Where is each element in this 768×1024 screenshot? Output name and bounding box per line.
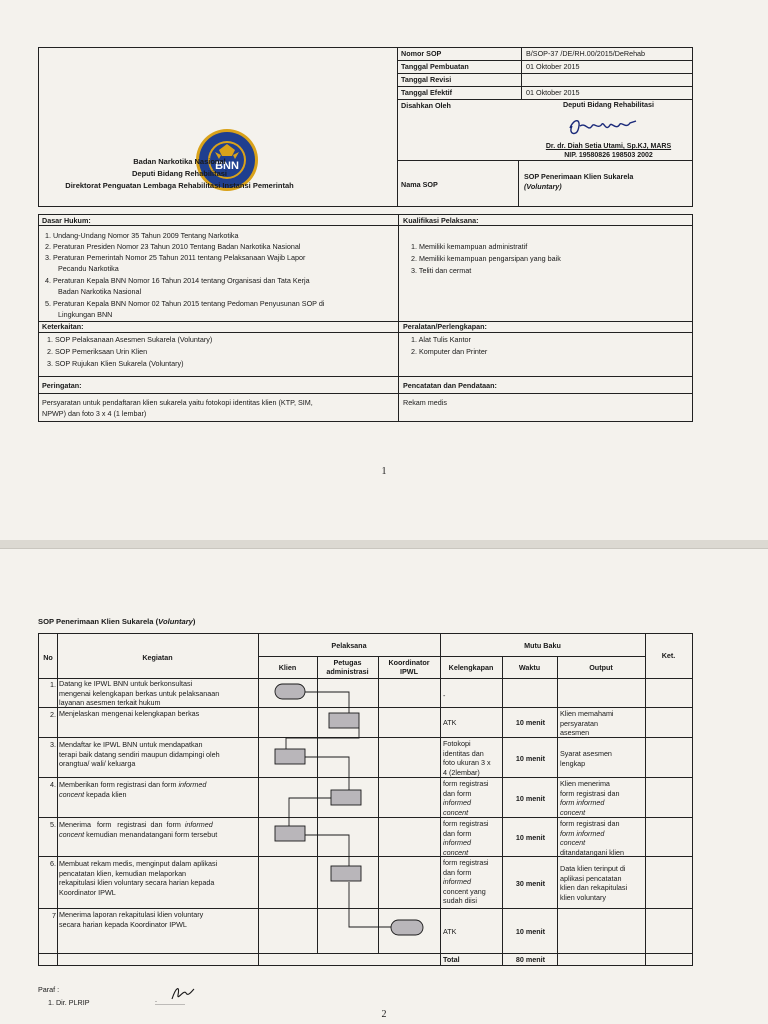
- flow-start-terminator: [275, 684, 305, 699]
- waktu-cell: 30 menit: [515, 879, 546, 888]
- peringatan-heading: Peringatan:: [42, 381, 82, 390]
- org-name: Badan Narkotika Nasional: [133, 157, 226, 166]
- output-cell: Klien memahami persyaratan asesmen: [560, 709, 614, 738]
- kelengkapan-cell: form registrasi dan form informed concent: [443, 779, 489, 817]
- flow-process-step: [329, 713, 359, 728]
- kelengkapan-cell: Fotokopi identitas dan foto ukuran 3 x 4 (2lembar): [443, 739, 491, 777]
- output-cell: form registrasi dan form informed concent ditandatangani klien: [560, 819, 624, 857]
- kegiatan-cell: Menerima form registrasi dan form informed concent kemudian menandatangani form tersebut: [59, 820, 218, 839]
- col-ket: Ket.: [661, 651, 676, 660]
- keterkaitan-item: 1. SOP Pelaksanaan Asesmen Sukarela (Voluntary): [47, 335, 213, 344]
- dasar-hukum-item: 1. Undang-Undang Nomor 35 Tahun 2009 Tentang Narkotika: [45, 231, 239, 240]
- waktu-cell: 10 menit: [515, 794, 546, 803]
- peralatan-heading: Peralatan/Perlengkapan:: [403, 322, 487, 331]
- peringatan-text: Persyaratan untuk pendaftaran klien sukarela yaitu fotokopi identitas klien (KTP, SIM,: [42, 398, 313, 407]
- kegiatan-cell: Membuat rekam medis, menginput dalam aplikasi pencatatan klien, kemudian melaporkan rekapitulasi klien voluntary secara harian kepada Koordinator IPWL: [59, 859, 218, 897]
- pencatatan-text: Rekam medis: [403, 398, 447, 407]
- page-2-title: SOP Penerimaan Klien Sukarela (Voluntary): [38, 617, 196, 626]
- row-number: 7: [52, 911, 56, 920]
- flow-process-step: [275, 749, 305, 764]
- row-number: 5.: [50, 820, 56, 829]
- total-value: 80 menit: [515, 955, 546, 964]
- row-number: 3.: [50, 740, 56, 749]
- sop-info-grid: [38, 214, 693, 422]
- paraf-item: 1. Dir. PLRIP: [48, 998, 90, 1007]
- keterkaitan-item: 3. SOP Rujukan Klien Sukarela (Voluntary): [47, 359, 184, 368]
- kelengkapan-cell: form registrasi dan form informed concent: [443, 819, 489, 857]
- signature-image: [564, 114, 654, 138]
- nama-sop-value: SOP Penerimaan Klien Sukarela (Voluntary): [524, 172, 634, 191]
- peringatan-text: NPWP) dan foto 3 x 4 (1 lembar): [42, 409, 147, 418]
- dasar-hukum-item: 2. Peraturan Presiden Nomor 23 Tahun 2010 Tentang Badan Narkotika Nasional: [45, 242, 301, 251]
- page-number: 2: [381, 1009, 387, 1020]
- kualifikasi-item: 1. Memiliki kemampuan administratif: [411, 242, 528, 251]
- org-directorate: Direktorat Penguatan Lembaga Rehabilitasi Instansi Pemerintah: [65, 181, 294, 190]
- flow-process-step: [331, 790, 361, 805]
- row-number: 2.: [50, 710, 56, 719]
- svg-text:BNN: BNN: [215, 160, 239, 172]
- row-number: 1.: [50, 680, 56, 689]
- paraf-signature-image: [168, 983, 198, 1003]
- output-cell: Klien menerima form registrasi dan form informed concent: [560, 779, 620, 817]
- kualifikasi-item: 3. Teliti dan cermat: [411, 266, 472, 275]
- output-cell: Data klien terinput di aplikasi pencatatan klien dan rekapitulasi klien voluntary: [560, 864, 628, 902]
- flow-connector: [286, 728, 359, 749]
- col-kelengkapan: Kelengkapan: [448, 663, 494, 672]
- flowchart: [39, 634, 692, 965]
- approver-nip: NIP. 19580826 198503 2002: [564, 152, 653, 159]
- kegiatan-cell: Memberikan form registrasi dan form informed concent kepada klien: [59, 780, 207, 799]
- col-pelaksana: Pelaksana: [331, 641, 367, 650]
- kelengkapan-cell: -: [443, 691, 446, 700]
- col-klien: Klien: [278, 663, 297, 672]
- page-number: 1: [381, 466, 387, 477]
- kegiatan-cell: Mendaftar ke IPWL BNN untuk mendapatkan terapi baik datang sendiri maupun didampingi oleh orangtua/ wali/ keluarga: [59, 740, 220, 769]
- flow-connector: [349, 882, 391, 927]
- row-number: 6.: [50, 859, 56, 868]
- dasar-hukum-item: Pecandu Narkotika: [58, 264, 119, 273]
- flow-process-step: [275, 826, 305, 841]
- sop-procedure-table: [38, 633, 693, 966]
- dasar-hukum-item: Lingkungan BNN: [58, 310, 113, 319]
- col-waktu: Waktu: [518, 663, 541, 672]
- disahkan-oleh-row: Disahkan Oleh: [398, 100, 692, 161]
- approver-name: Dr. dr. Diah Setia Utami, Sp.KJ, MARS: [545, 143, 672, 150]
- dasar-hukum-heading: Dasar Hukum:: [42, 216, 91, 225]
- col-output: Output: [589, 663, 613, 672]
- col-kegiatan: Kegiatan: [142, 653, 173, 662]
- dasar-hukum-item: 5. Peraturan Kepala BNN Nomor 02 Tahun 2015 tentang Pedoman Penyusunan SOP di: [45, 299, 325, 308]
- tanggal-revisi-row: Tanggal Revisi: [398, 74, 692, 87]
- approver-title: Deputi Bidang Rehabilitasi: [562, 100, 655, 109]
- kelengkapan-cell: ATK: [443, 718, 457, 727]
- kegiatan-cell: Menerima laporan rekapitulasi klien voluntary secara harian kepada Koordinator IPWL: [59, 910, 204, 929]
- output-cell: Syarat asesmen lengkap: [560, 749, 612, 768]
- dasar-hukum-item: Badan Narkotika Nasional: [58, 287, 142, 296]
- row-number: 4.: [50, 780, 56, 789]
- dasar-hukum-item: 3. Peraturan Pemerintah Nomor 25 Tahun 2011 tentang Pelaksanaan Wajib Lapor: [45, 253, 306, 262]
- waktu-cell: 10 menit: [515, 754, 546, 763]
- waktu-cell: 10 menit: [515, 833, 546, 842]
- col-no: No: [43, 653, 53, 662]
- kegiatan-cell: Menjelaskan mengenai kelengkapan berkas: [59, 709, 200, 718]
- pencatatan-heading: Pencatatan dan Pendataan:: [403, 381, 497, 390]
- kualifikasi-item: 2. Memiliki kemampuan pengarsipan yang baik: [411, 254, 561, 263]
- nama-sop-label: Nama SOP: [401, 180, 438, 189]
- dasar-hukum-item: 4. Peraturan Kepala BNN Nomor 16 Tahun 2014 tentang Organisasi dan Tata Kerja: [45, 276, 310, 285]
- flow-process-step: [331, 866, 361, 881]
- kualifikasi-heading: Kualifikasi Pelaksana:: [403, 216, 479, 225]
- paraf-label: Paraf :: [38, 985, 60, 994]
- paraf-dots: :..............: [155, 998, 185, 1007]
- total-label: Total: [443, 955, 460, 964]
- col-petugas-administrasi: Petugas administrasi: [326, 658, 369, 676]
- tanggal-pembuatan-row: Tanggal Pembuatan 01 Oktober 2015: [398, 61, 692, 74]
- peralatan-item: 1. Alat Tulis Kantor: [411, 335, 471, 344]
- nomor-sop-row: Nomor SOP B/SOP-37 /DE/RH.00/2015/DeRehab: [398, 48, 692, 61]
- col-mutu-baku: Mutu Baku: [524, 641, 561, 650]
- keterkaitan-heading: Keterkaitan:: [42, 322, 84, 331]
- waktu-cell: 10 menit: [515, 927, 546, 936]
- kelengkapan-cell: ATK: [443, 927, 457, 936]
- tanggal-efektif-row: Tanggal Efektif 01 Oktober 2015: [398, 87, 692, 100]
- waktu-cell: 10 menit: [515, 718, 546, 727]
- col-koordinator-ipwl: Koordinator IPWL: [388, 658, 430, 676]
- flow-end-terminator: [391, 920, 423, 935]
- kegiatan-cell: Datang ke IPWL BNN untuk berkonsultasi mengenai kelengkapan berkas untuk pelaksanaan layanan asesmen terkait hukum: [59, 679, 220, 708]
- keterkaitan-item: 2. SOP Pemeriksaan Urin Klien: [47, 347, 148, 356]
- peralatan-item: 2. Komputer dan Printer: [411, 347, 488, 356]
- kelengkapan-cell: form registrasi dan form informed concent yang sudah diisi: [443, 858, 489, 906]
- org-deputy: Deputi Bidang Rehabilitasi: [131, 169, 227, 178]
